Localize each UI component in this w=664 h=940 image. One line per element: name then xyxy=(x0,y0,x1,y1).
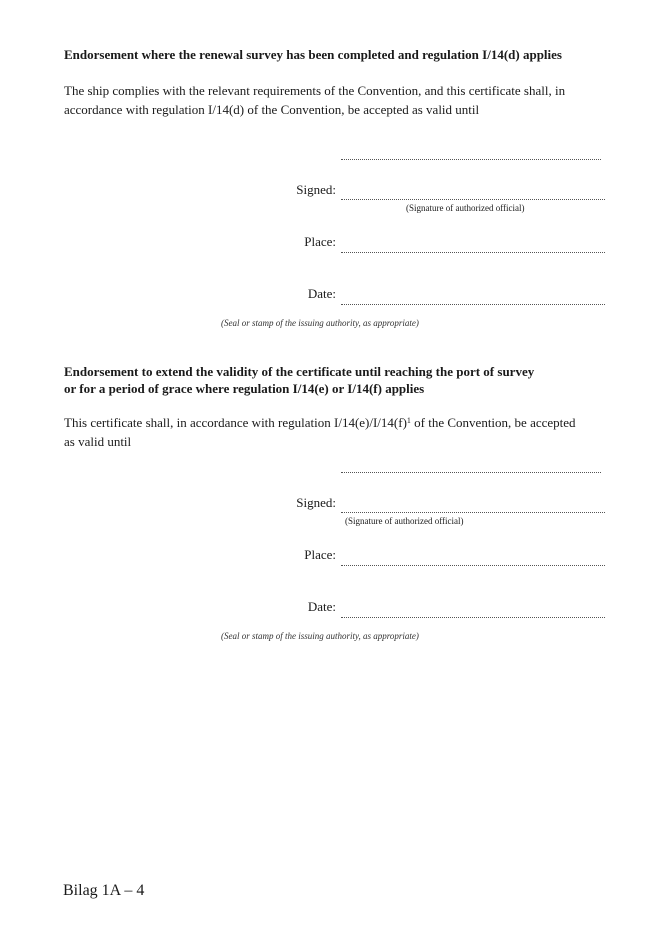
footnote-marker: 1 xyxy=(406,416,411,425)
section2-text-line1-pre: This certificate shall, in accordance with regulation I/14(e)/I/14(f) xyxy=(64,415,407,430)
section1-valid-until-line[interactable] xyxy=(341,159,601,160)
section2-text-line2: as valid until xyxy=(64,434,132,449)
section1-text-line1: The ship complies with the relevant requirements of the Convention, and this certificate shall, in xyxy=(64,83,566,98)
page-footer-label: Bilag 1A – 4 xyxy=(63,882,145,899)
section2-text-line1 xyxy=(64,413,576,432)
section2-place-label: Place: xyxy=(304,547,336,562)
section2-heading-line2: or for a period of grace where regulation I/14(e) or I/14(f) applies xyxy=(64,381,425,396)
section1-place-line[interactable] xyxy=(341,252,605,253)
section2-valid-until-line[interactable] xyxy=(341,472,601,473)
section1-signed-line[interactable] xyxy=(341,199,605,200)
section1-seal-caption: (Seal or stamp of the issuing authority, as appropriate) xyxy=(221,318,419,328)
section1-signature-caption: (Signature of authorized official) xyxy=(406,203,525,213)
section2-text-line1-post: of the Convention, be accepted xyxy=(410,415,576,430)
section1-place-label: Place: xyxy=(304,234,336,249)
section2-date-line[interactable] xyxy=(341,617,605,618)
section2-signature-caption: (Signature of authorized official) xyxy=(345,516,464,526)
section1-date-line[interactable] xyxy=(341,304,605,305)
section2-date-label: Date: xyxy=(307,599,336,614)
section2-heading-line1: Endorsement to extend the validity of the certificate until reaching the port of survey xyxy=(64,364,535,379)
section2-place-line[interactable] xyxy=(341,565,605,566)
section1-text-line2: accordance with regulation I/14(d) of the Convention, be accepted as valid until xyxy=(64,102,480,117)
section2-signed-line[interactable] xyxy=(341,512,605,513)
section1-date-label: Date: xyxy=(307,286,336,301)
section1-heading: Endorsement where the renewal survey has been completed and regulation I/14(d) applies xyxy=(64,47,562,62)
section2-signed-label: Signed: xyxy=(296,495,336,510)
section2-seal-caption: (Seal or stamp of the issuing authority, as appropriate) xyxy=(221,631,419,641)
section1-signed-label: Signed: xyxy=(296,182,336,197)
